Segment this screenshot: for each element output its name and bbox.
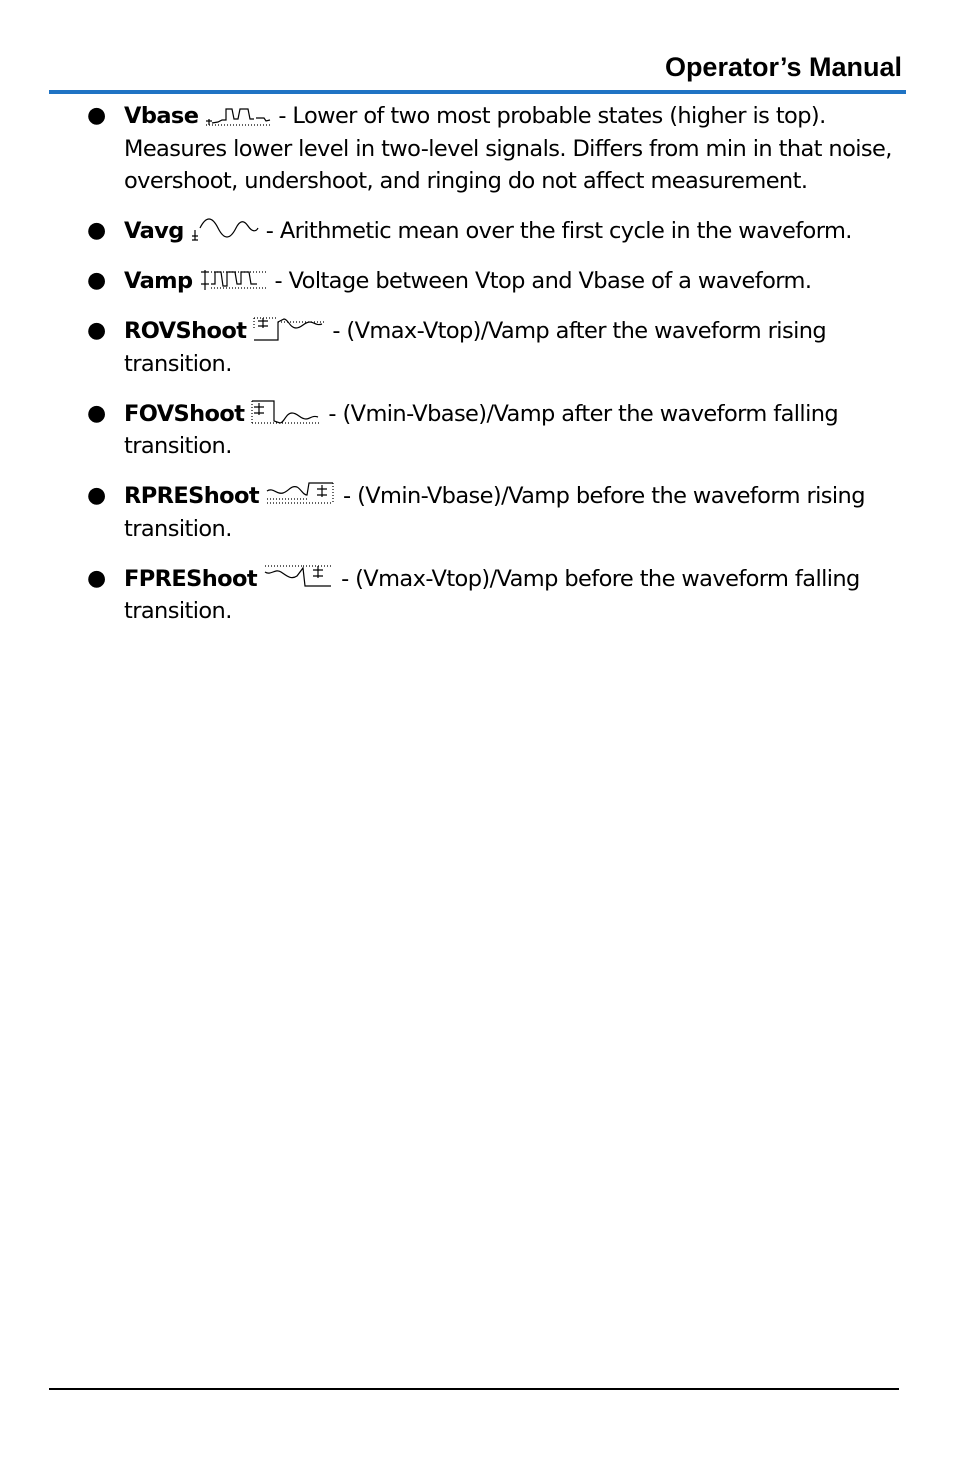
term-description: - Arithmetic mean over the first cycle in the waveform. [265, 218, 852, 244]
term-label: FPREShoot [124, 565, 258, 592]
term-label: FOVShoot [124, 400, 245, 427]
term-label: Vamp [124, 268, 193, 294]
term-description: - (Vmin-Vbase)/Vamp before the waveform rising transition. [124, 483, 865, 542]
bullet: ● [87, 218, 106, 243]
list-item [0, 100, 954, 198]
header-divider [49, 90, 906, 94]
bullet: ● [87, 483, 106, 508]
bullet: ● [87, 565, 106, 591]
term-description: - Voltage between Vtop and Vbase of a waveform. [274, 268, 812, 294]
term-label: ROVShoot [124, 318, 247, 344]
term-label: RPREShoot [124, 483, 260, 509]
term-label: Vbase [124, 103, 199, 129]
list-item [0, 315, 954, 380]
rovshoot-waveform-icon [252, 316, 326, 342]
page-header-title: Operator’s Manual [664, 52, 902, 82]
term-label: Vavg [124, 218, 184, 244]
bullet: ● [87, 318, 106, 343]
list-item [0, 480, 954, 545]
bullet: ● [87, 103, 106, 128]
vbase-waveform-icon [204, 105, 272, 127]
list-item [0, 398, 954, 463]
term-description: - (Vmax-Vtop)/Vamp before the waveform falling transition. [124, 565, 860, 624]
list-item [0, 563, 954, 628]
fpreshoot-waveform-icon [263, 564, 335, 590]
measurement-list [0, 100, 954, 645]
list-item [0, 215, 954, 248]
term-description: - (Vmin-Vbase)/Vamp after the waveform falling transition. [124, 400, 839, 459]
term-description: - Lower of two most probable states (higher is top). Measures lower level in two-level signals. Differs from min in that noise, overshoot, undershoot, and ringing do not affect measurement. [124, 103, 892, 194]
list-item [0, 265, 954, 298]
vavg-waveform-icon [190, 218, 260, 242]
footer-divider [49, 1388, 899, 1390]
bullet: ● [87, 268, 106, 293]
bullet: ● [87, 400, 106, 426]
rpreshoot-waveform-icon [265, 481, 337, 507]
vamp-waveform-icon [199, 268, 269, 292]
fovshoot-waveform-icon [250, 399, 322, 425]
term-description: - (Vmax-Vtop)/Vamp after the waveform rising transition. [124, 318, 827, 377]
